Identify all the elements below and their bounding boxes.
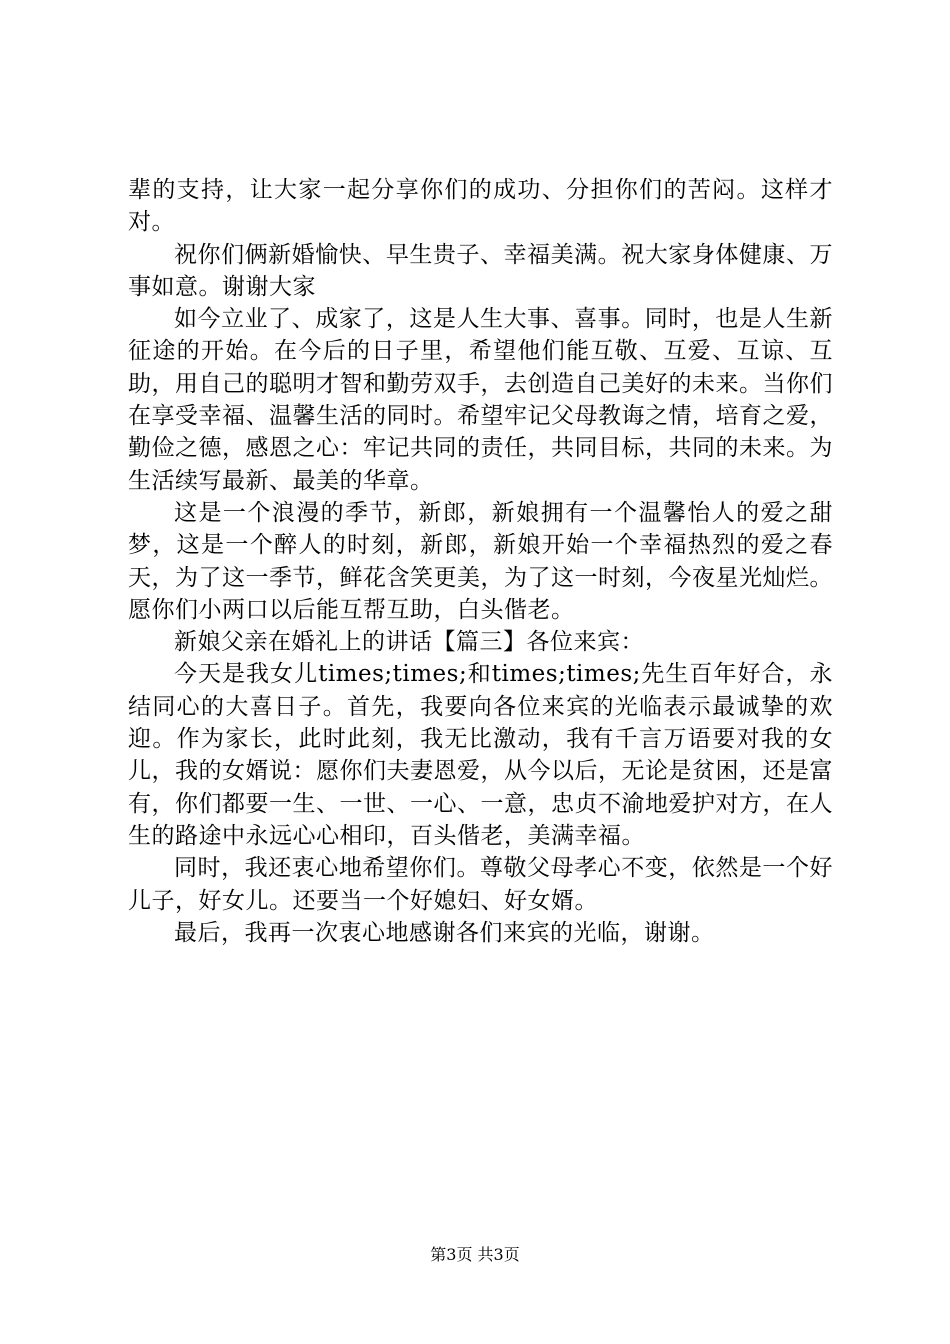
paragraph: 这是一个浪漫的季节，新郎，新娘拥有一个温馨怡人的爱之甜梦，这是一个醉人的时刻，新郎，新娘开始一个幸福热烈的爱之春天，为了这一季节，鲜花含笑更美，为了这一时刻，今夜星光灿烂。愿你们小两口以后能互帮互助，白头偕老。: [128, 499, 833, 623]
paragraph: 辈的支持，让大家一起分享你们的成功、分担你们的苦闷。这样才对。: [128, 177, 833, 236]
document-body: [128, 174, 833, 949]
paragraph: 今天是我女儿times;times;和times;times;先生百年好合，永结同心的大喜日子。首先，我要向各位来宾的光临表示最诚挚的欢迎。作为家长，此时此刻，我无比激动，我有千言万语要对我的女儿，我的女婿说：愿你们夫妻恩爱，从今以后，无论是贫困，还是富有，你们都要一生、一世、一心、一意，忠贞不渝地爱护对方，在人生的路途中永远心心相印，百头偕老，美满幸福。: [128, 661, 833, 849]
page-number-footer: 第3页 共3页: [430, 1245, 520, 1264]
paragraph: 最后，我再一次衷心地感谢各们来宾的光临，谢谢。: [174, 919, 715, 946]
paragraph: 祝你们俩新婚愉快、早生贵子、幸福美满。祝大家身体健康、万事如意。谢谢大家: [128, 241, 833, 300]
paragraph: 同时，我还衷心地希望你们。尊敬父母孝心不变，依然是一个好儿子，好女儿。还要当一个好媳妇、好女婿。: [128, 855, 833, 914]
paragraph: 如今立业了、成家了，这是人生大事、喜事。同时，也是人生新征途的开始。在今后的日子里，希望他们能互敬、互爱、互谅、互助，用自己的聪明才智和勤劳双手，去创造自己美好的未来。当你们在享受幸福、温馨生活的同时。希望牢记父母教诲之情，培育之爱，勤俭之德，感恩之心：牢记共同的责任，共同目标，共同的未来。为生活续写最新、最美的华章。: [128, 306, 833, 494]
section-heading-paragraph: 新娘父亲在婚礼上的讲话【篇三】各位来宾：: [174, 629, 644, 656]
